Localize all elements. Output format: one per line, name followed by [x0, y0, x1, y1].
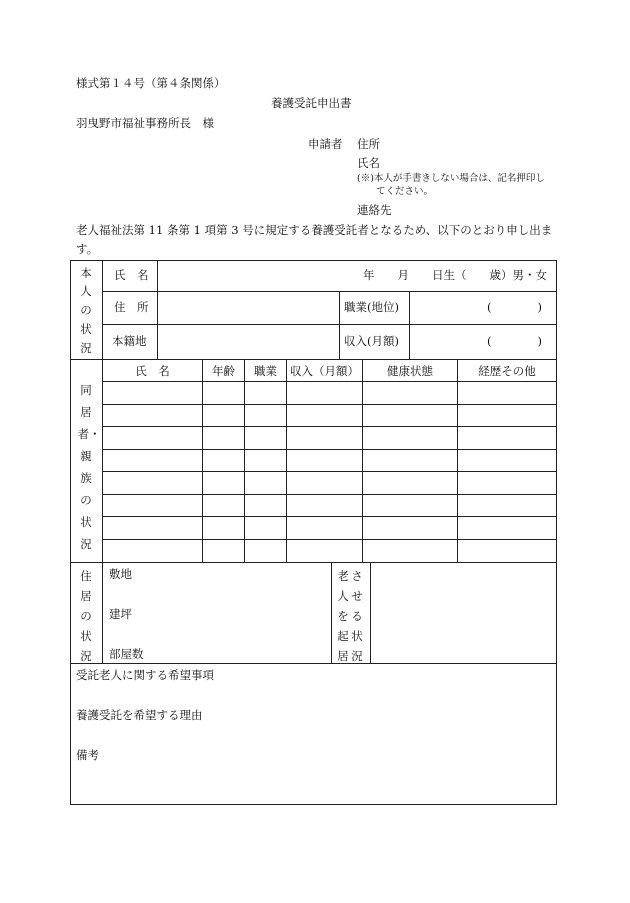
header-name: 氏 名 [135, 364, 170, 378]
remarks-notes-label: 備考 [76, 748, 99, 762]
self-domicile-label: 本籍地 [112, 334, 147, 348]
header-history: 経歴その他 [478, 364, 536, 378]
self-name-label: 氏 名 [114, 268, 149, 282]
self-occupation-label: 職業(地位) [344, 300, 399, 314]
applicant-note-line2: てください。 [376, 186, 434, 197]
intro-line1: 老人福祉法第 11 条第 1 項第 3 号に規定する養護受託者となるため、以下のとおり申し出ま [76, 223, 553, 237]
addressee: 羽曳野市福祉事務所長 様 [76, 116, 214, 130]
applicant-address-label: 住所 [357, 137, 380, 151]
self-income-label: 収入(月額) [344, 334, 399, 348]
form-title: 養護受託申出書 [271, 96, 352, 110]
applicant-note-line1: (※)本人が手書きしない場合は、記名押印し [357, 173, 545, 184]
self-income-paren: ( ) [487, 334, 542, 348]
intro-line2: す。 [76, 242, 99, 256]
remarks-wishes-label: 受託老人に関する希望事項 [76, 668, 214, 682]
self-address-label: 住 所 [114, 300, 149, 314]
header-occupation: 職業 [254, 364, 277, 378]
self-occupation-paren: ( ) [487, 300, 542, 314]
applicant-label: 申請者 [308, 137, 343, 151]
header-health: 健康状態 [387, 364, 433, 378]
header-age: 年齢 [212, 364, 235, 378]
form-number: 様式第１４号（第４条関係） [76, 76, 226, 90]
housing-floor-label: 建坪 [109, 607, 132, 621]
applicant-name-label: 氏名 [357, 156, 380, 170]
header-income: 収入（月額） [290, 364, 359, 378]
housing-site-label: 敷地 [109, 567, 132, 581]
housing-rooms-label: 部屋数 [109, 647, 144, 661]
applicant-contact-label: 連絡先 [357, 203, 392, 217]
remarks-reason-label: 養護受託を希望する理由 [76, 708, 203, 722]
self-birth-text: 年 月 日生（ 歳）男・女 [363, 268, 547, 282]
